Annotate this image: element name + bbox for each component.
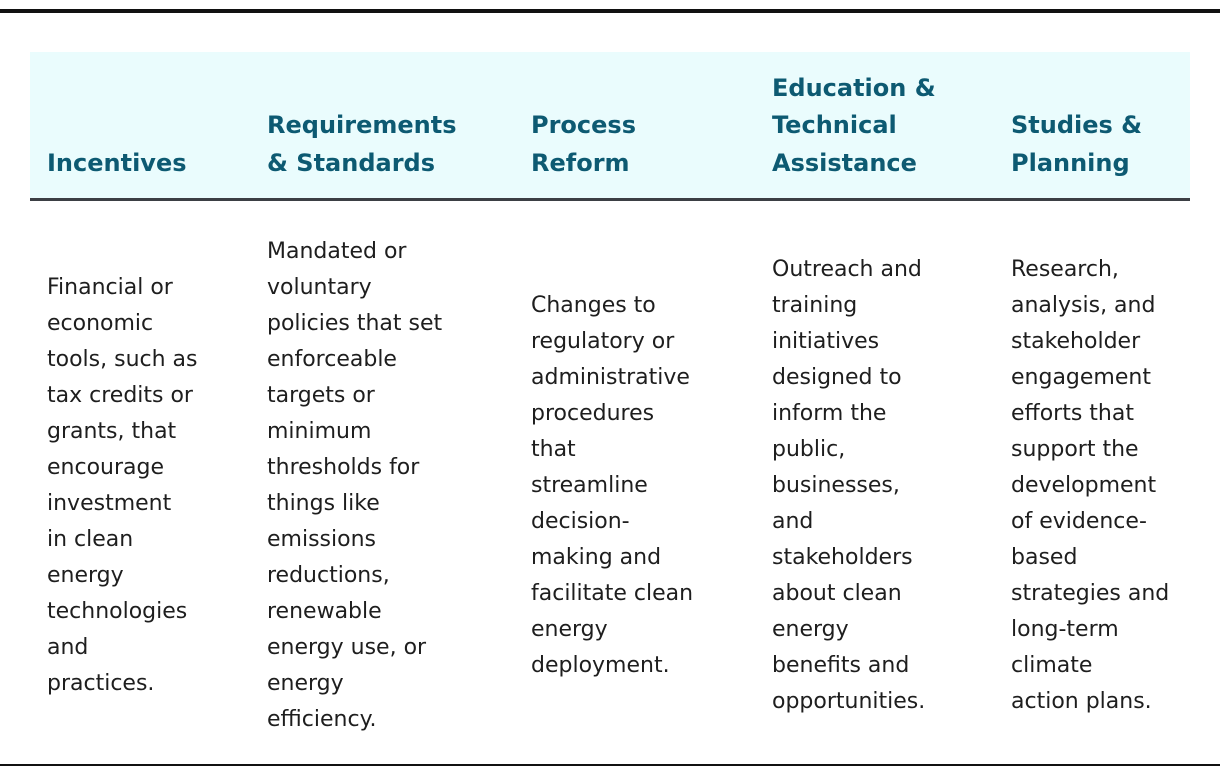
text-line: climate (1011, 653, 1093, 678)
text-line: technologies (47, 599, 188, 624)
text-line: and (47, 635, 89, 660)
text-line: administrative (531, 365, 690, 390)
header-line: Requirements (267, 111, 457, 139)
text-line: efforts that (1011, 401, 1134, 426)
text-line: reductions, (267, 563, 390, 588)
text-line: tax credits or (47, 383, 193, 408)
cell-incentives-description (47, 222, 257, 750)
text-line: investment (47, 491, 172, 516)
text-line: energy (267, 671, 344, 696)
text-line: training (772, 293, 858, 318)
text-line: based (1011, 545, 1078, 570)
text-line: Research, (1011, 257, 1119, 282)
cell-process-reform-description (531, 222, 761, 750)
text-line: enforceable (267, 347, 397, 372)
text-line: targets or (267, 383, 375, 408)
text-line: benefits and (772, 653, 910, 678)
text-line: stakeholder (1011, 329, 1141, 354)
cell-requirements-standards-description (267, 222, 517, 750)
text-line: minimum (267, 419, 372, 444)
text-line: Financial or (47, 275, 173, 300)
header-divider (30, 198, 1190, 201)
text-line: development (1011, 473, 1157, 498)
text-line: grants, that (47, 419, 177, 444)
text-line: efficiency. (267, 707, 377, 732)
text-line: of evidence- (1011, 509, 1147, 534)
text-line: energy (47, 563, 124, 588)
header-line: & Standards (267, 148, 435, 177)
header-line: Studies & (1011, 111, 1143, 139)
text-line: facilitate clean (531, 581, 694, 606)
header-line: Planning (1011, 148, 1130, 177)
header-line: Education & (772, 73, 936, 102)
text-line: that (531, 437, 576, 462)
text-line: deployment. (531, 653, 670, 678)
text-line: action plans. (1011, 689, 1152, 714)
text-line: analysis, and (1011, 293, 1156, 318)
text-line: streamline (531, 473, 648, 498)
cell-studies-planning-description (1011, 222, 1186, 750)
text-line: renewable (267, 599, 382, 624)
text-line: Changes to (531, 293, 656, 318)
text-line: tools, such as (47, 347, 198, 372)
text-line: regulatory or (531, 329, 675, 354)
text-line: businesses, (772, 473, 900, 498)
text-line: and (772, 509, 814, 534)
text-line: stakeholders (772, 545, 913, 570)
header-line: Incentives (47, 148, 187, 177)
text-line: strategies and (1011, 581, 1170, 606)
text-line: thresholds for (267, 455, 420, 480)
text-line: initiatives (772, 329, 880, 354)
column-header-incentives (47, 52, 257, 182)
text-line: designed to (772, 365, 902, 390)
text-line: emissions (267, 527, 376, 552)
text-line: energy (531, 617, 608, 642)
text-line: making and (531, 545, 662, 570)
text-line: energy use, or (267, 635, 427, 660)
text-line: Mandated or (267, 239, 407, 264)
text-line: Outreach and (772, 257, 922, 282)
text-line: public, (772, 437, 846, 462)
text-line: in clean (47, 527, 134, 552)
text-line: practices. (47, 671, 155, 696)
header-line: Process (531, 111, 636, 139)
text-line: engagement (1011, 365, 1151, 390)
column-header-requirements-standards (267, 52, 517, 182)
bottom-rule (0, 764, 1220, 766)
header-line: Technical (772, 111, 897, 139)
column-header-education-technical-assistance (772, 52, 1002, 182)
text-line: policies that set (267, 311, 443, 336)
column-header-studies-planning (1011, 52, 1186, 182)
text-line: about clean (772, 581, 902, 606)
text-line: encourage (47, 455, 165, 480)
column-header-process-reform (531, 52, 761, 182)
text-line: support the (1011, 437, 1139, 462)
header-line: Reform (531, 148, 630, 177)
text-line: decision- (531, 509, 630, 534)
text-line: procedures (531, 401, 655, 426)
cell-education-technical-assistance-description (772, 222, 1002, 750)
text-line: energy (772, 617, 849, 642)
text-line: long-term (1011, 617, 1119, 642)
text-line: things like (267, 491, 380, 516)
top-rule (0, 9, 1220, 13)
text-line: voluntary (267, 275, 372, 300)
text-line: economic (47, 311, 154, 336)
header-line: Assistance (772, 148, 917, 177)
text-line: inform the (772, 401, 887, 426)
text-line: opportunities. (772, 689, 926, 714)
